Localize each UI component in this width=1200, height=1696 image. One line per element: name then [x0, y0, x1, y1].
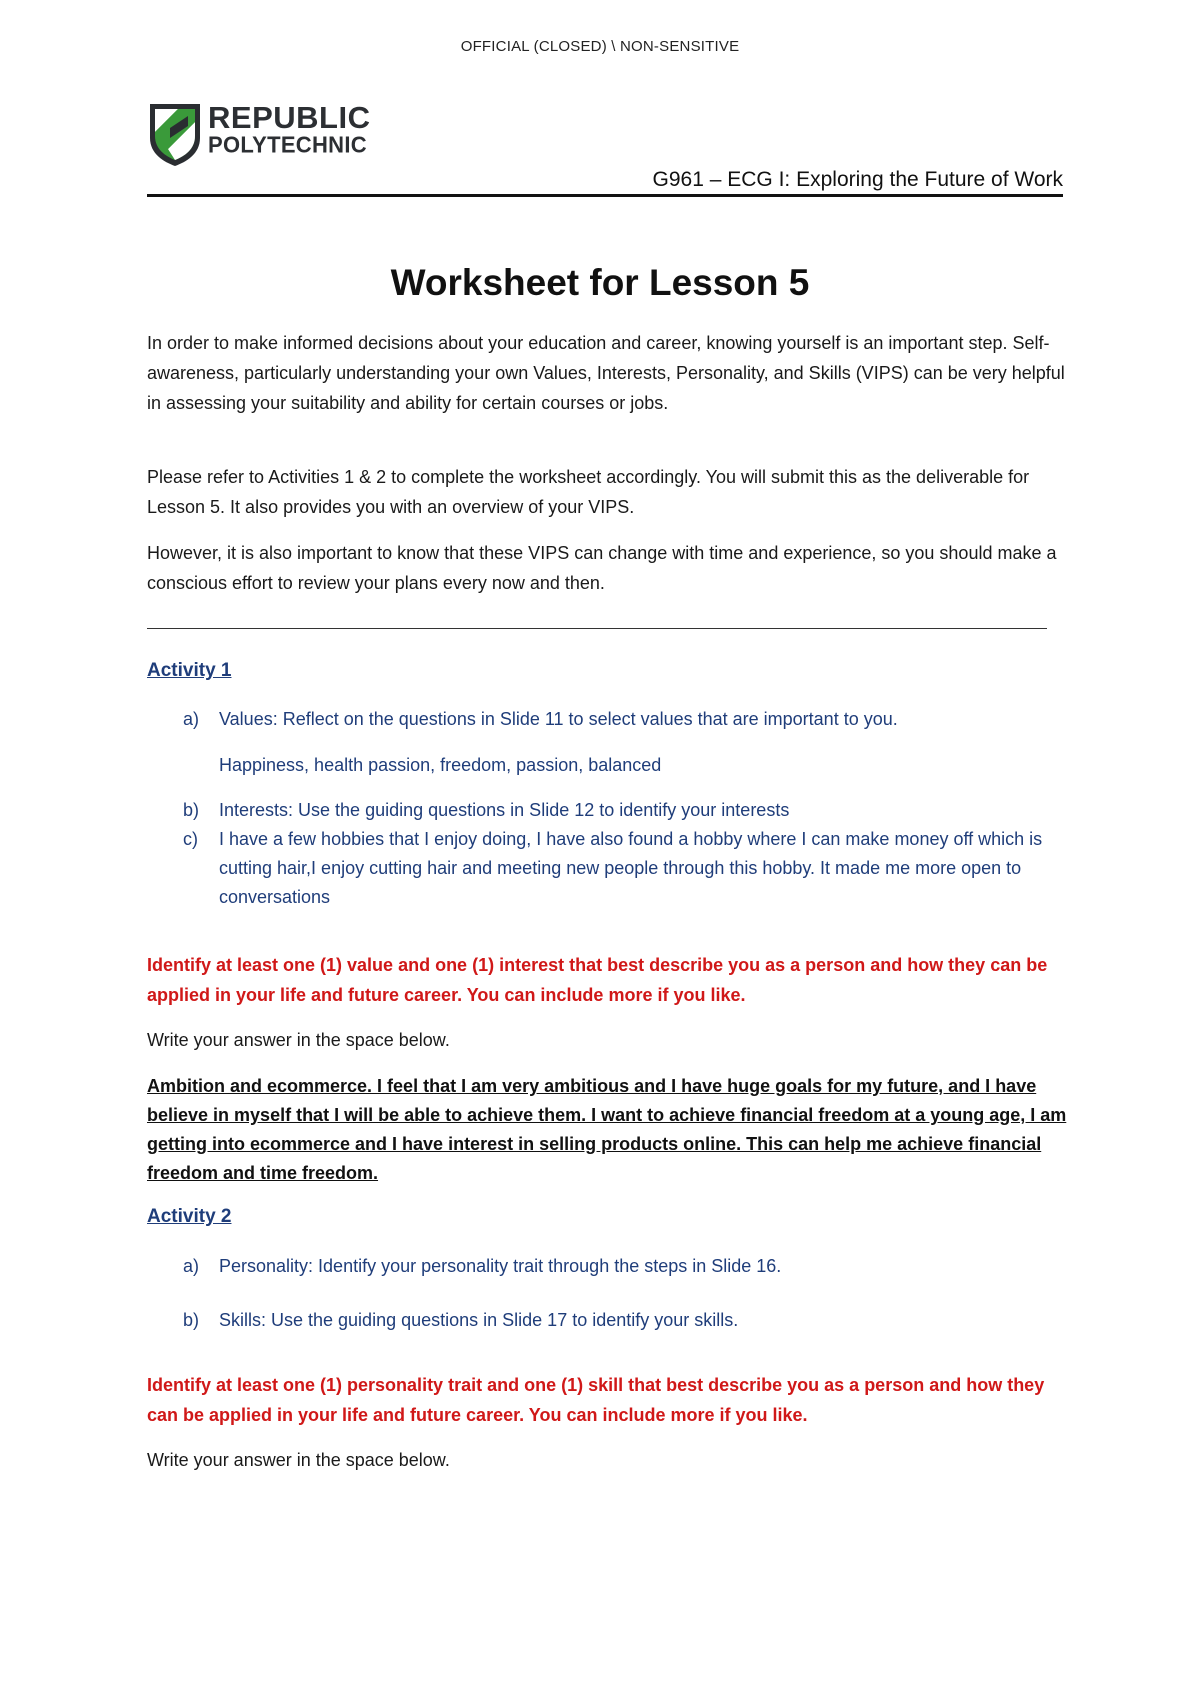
list-item-text: Values: Reflect on the questions in Slide 11 to select values that are important to you.: [219, 709, 898, 729]
activity-2-answer-space[interactable]: [147, 1490, 1067, 1640]
classification-label: OFFICIAL (CLOSED) \ NON-SENSITIVE: [460, 38, 740, 55]
list-item-text: Skills: Use the guiding questions in Slide 17 to identify your skills.: [219, 1310, 739, 1330]
intro-text-1: In order to make informed decisions about your education and career, knowing yourself is an important step. Self-awareness, particularly understanding your own Values, Interests, Personality, and Skills (VIPS) can be very helpful in assessing your suitability and ability for certain courses or jobs.: [147, 333, 1065, 413]
activity-1-item-b: [183, 796, 1063, 825]
logo-line2: POLYTECHNIC: [208, 131, 367, 158]
list-marker: a): [183, 1256, 200, 1276]
course-title: G961 – ECG I: Exploring the Future of Work: [652, 168, 1063, 191]
section-divider: [147, 628, 1047, 629]
activity-1-instruction: Identify at least one (1) value and one (1) interest that best describe you as a person and how they can be applied in your life and future career. You can include more if you like.: [147, 955, 1048, 1005]
intro-paragraph-1: [147, 328, 1067, 418]
list-item-text: Interests: Use the guiding questions in Slide 12 to identify your interests: [219, 800, 790, 820]
list-item-text: Personality: Identify your personality trait through the steps in Slide 16.: [219, 1256, 782, 1276]
activity-1-answer[interactable]: Ambition and ecommerce. I feel that I am very ambitious and I have huge goals for my future, and I have believe in myself that I will be able to achieve them. I want to achieve financial freedom at a young age, I am getting into ecommerce and I have interest in selling products online. This can help me achieve financial freedom and time freedom.: [147, 1076, 1067, 1183]
activity-2-heading: Activity 2: [147, 1206, 232, 1227]
activity-1-item-c: [183, 825, 1043, 912]
activity-2-item-b: [183, 1306, 1063, 1335]
worksheet-title: Worksheet for Lesson 5: [390, 262, 810, 303]
list-marker: a): [183, 709, 200, 729]
activity-1-heading: Activity 1: [147, 660, 232, 681]
activity-1-item-a: [183, 705, 1063, 734]
header-rule: [147, 194, 1063, 197]
activity-2-prompt: Write your answer in the space below.: [147, 1450, 450, 1470]
logo-wordmark: [208, 102, 370, 156]
intro-text-3: However, it is also important to know that these VIPS can change with time and experience, so you should make a conscious effort to review your plans every now and then.: [147, 543, 1057, 593]
intro-paragraph-3: [147, 538, 1067, 598]
values-answer: Happiness, health passion, freedom, passion, balanced: [219, 755, 662, 775]
activity-2-instruction: Identify at least one (1) personality trait and one (1) skill that best describe you as a person and how they can be applied in your life and future career. You can include more if you like.: [147, 1375, 1045, 1425]
intro-text-2: Please refer to Activities 1 & 2 to complete the worksheet accordingly. You will submit this as the deliverable for Lesson 5. It also provides you with an overview of your VIPS.: [147, 467, 1030, 517]
intro-paragraph-2: [147, 462, 1067, 522]
list-marker: c): [183, 829, 198, 849]
list-item-text: I have a few hobbies that I enjoy doing, I have also found a hobby where I can make money off which is cutting hair,I enjoy cutting hair and meeting new people through this hobby. It made me more open to conversations: [219, 829, 1043, 907]
republic-polytechnic-logo: [148, 100, 378, 172]
list-marker: b): [183, 800, 200, 820]
list-marker: b): [183, 1310, 200, 1330]
shield-logo-icon: [148, 102, 202, 168]
logo-line1: REPUBLIC: [208, 100, 371, 135]
activity-2-item-a: [183, 1252, 1063, 1281]
activity-1-prompt: Write your answer in the space below.: [147, 1030, 450, 1050]
